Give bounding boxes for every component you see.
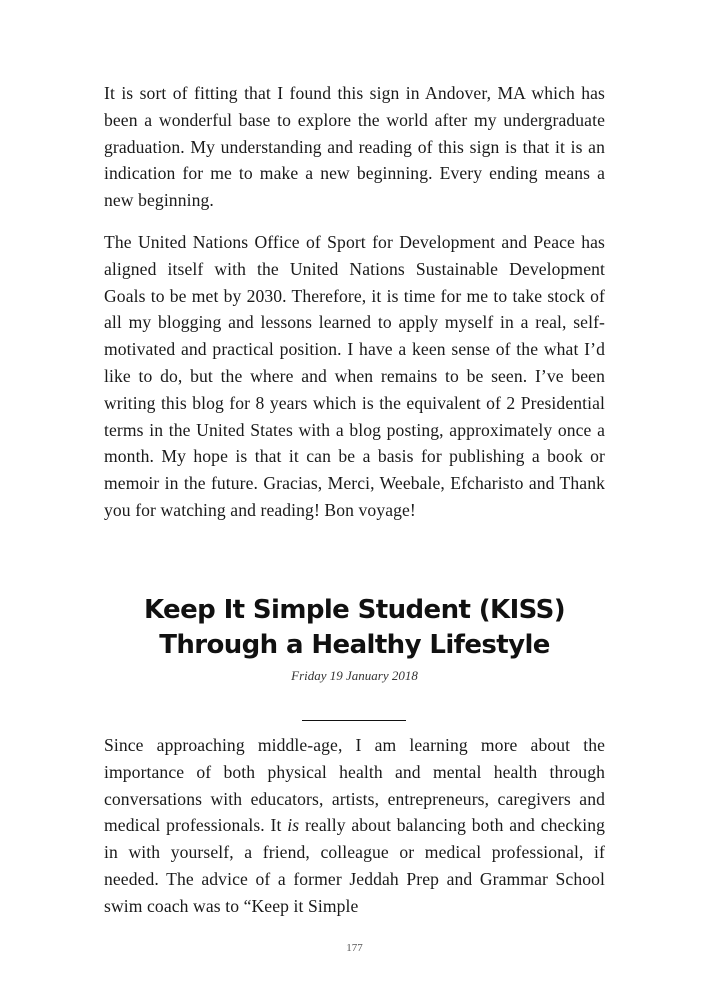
article-date: Friday 19 January 2018 [291,668,418,683]
article-body-emphasis: is [287,815,300,836]
article-title-line-2: Through a Healthy Lifestyle [159,630,550,660]
section-divider [302,720,406,721]
article-title [60,593,649,663]
article-title-line-1: Keep It Simple Student (KISS) [143,595,566,625]
second-paragraph: The United Nations Office of Sport for Development and Peace has aligned itself with the United Nations Sustainable Development Goals to be met by 2030. Therefore, it is time for me to take stock of all my blogging and lessons learned to apply myself in a real, self-motivated and practical position. I have a keen sense of the what I’d like to do, but the where and when remains to be seen. I’ve been writing this blog for 8 years which is the equivalent of 2 Presidential terms in the United States with a blog posting, approximately once a month. My hope is that it can be a basis for publishing a book or memoir in the future. Gracias, Merci, Weebale, Efcharisto and Thank you for watching and reading! Bon voyage! [104,232,605,520]
article-body-text-start: Since approaching middle-age, I am learning more about the importance of both physical health and mental health through conversations with educators, artists, entrepreneurs, caregivers and medical professionals. It [104,735,605,836]
page-number: 177 [346,942,363,954]
intro-paragraph: It is sort of fitting that I found this sign in Andover, MA which has been a wonderful base to explore the world after my undergraduate graduation. My understanding and reading of this sign is that it is an indication for me to make a new beginning. Every ending means a new beginning. [104,83,605,211]
article-body-text-end: really about balancing both and checking in with yourself, a friend, colleague or medical professional, if needed. The advice of a former Jeddah Prep and Grammar School swim coach was to “Keep it Simple [104,815,605,916]
article-body-paragraph [104,732,605,920]
